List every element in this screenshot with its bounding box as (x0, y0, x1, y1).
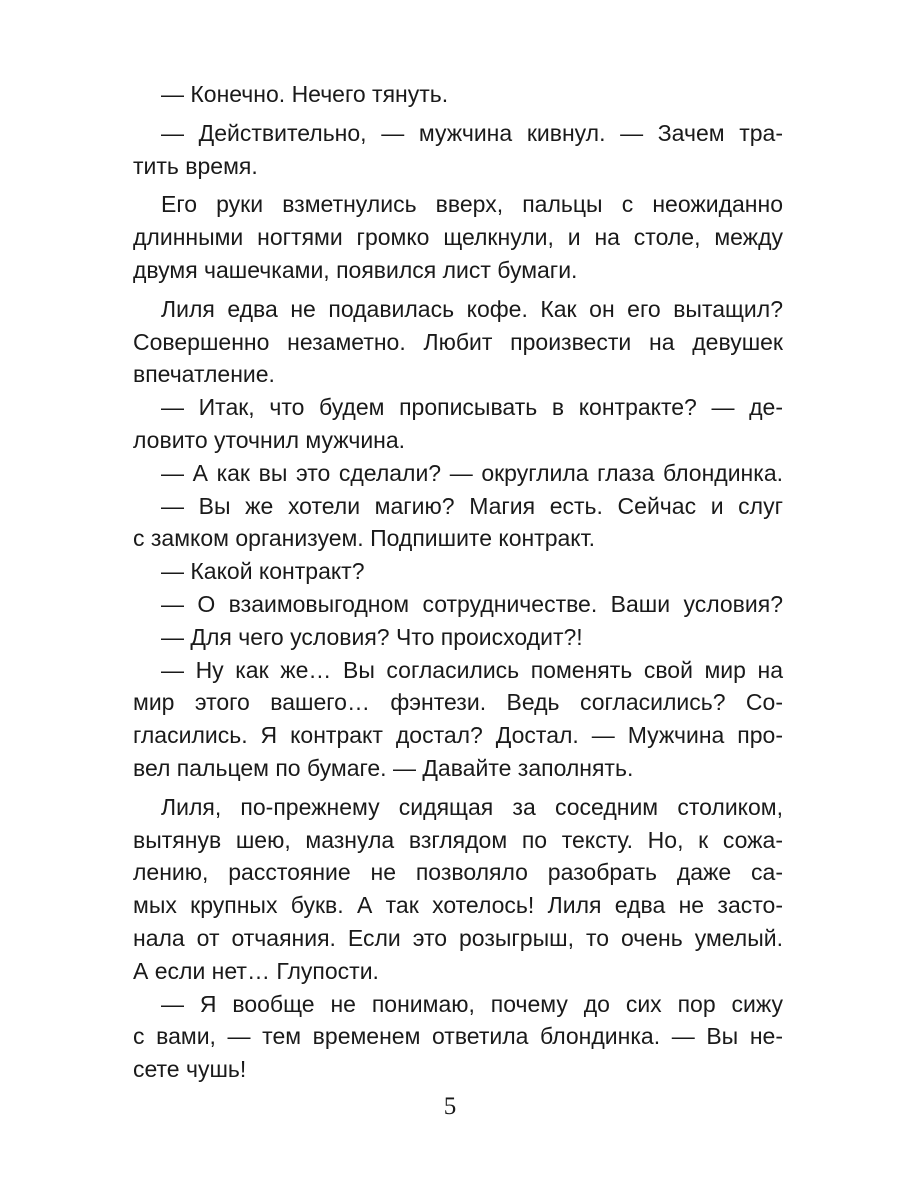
text-line: — Я вообще не понимаю, почему до сих пор сижу (161, 990, 783, 1017)
text-line: сете чушь! (133, 1056, 247, 1083)
text-line: мых крупных букв. А так хотелось! Лиля едва не засто- (133, 892, 783, 919)
text-line: с замком организуем. Подпишите контракт. (133, 525, 595, 552)
text-line: ловито уточнил мужчина. (133, 426, 406, 453)
text-line: с вами, — тем временем ответила блондинка. — Вы не- (133, 1023, 783, 1050)
text-line: — Какой контракт? (161, 558, 365, 585)
text-line: — Конечно. Нечего тянуть. (161, 81, 449, 107)
text-line: — А как вы это сделали? — округлила глаза блондинка. (161, 459, 783, 486)
text-line: — Итак, что будем прописывать в контракте? — де- (161, 394, 783, 421)
text-line: двумя чашечками, появился лист бумаги. (133, 256, 578, 283)
text-line: лению, расстояние не позволяло разобрать даже са- (133, 859, 783, 886)
text-line: А если нет… Глупости. (133, 957, 379, 984)
text-line: Совершенно незаметно. Любит произвести на девушек (133, 328, 783, 355)
text-line: — Вы же хотели магию? Магия есть. Сейчас и слуг (161, 492, 783, 519)
text-line: нала от отчаяния. Если это розыгрыш, то очень умелый. (133, 924, 783, 951)
text-line: — О взаимовыгодном сотрудничестве. Ваши условия? (161, 590, 783, 617)
text-line: Его руки взметнулись вверх, пальцы с неожиданно (161, 191, 783, 218)
text-line: — Ну как же… Вы согласились поменять свой мир на (161, 656, 783, 683)
text-line: мир этого вашего… фэнтези. Ведь согласились? Со- (133, 689, 783, 716)
text-line: — Действительно, — мужчина кивнул. — Зачем тра- (161, 119, 783, 146)
text-line: Лиля, по-прежнему сидящая за соседним столиком, (161, 793, 783, 820)
text-line: вытянув шею, мазнула взглядом по тексту. Но, к сожа- (133, 826, 783, 853)
page-number: 5 (443, 1093, 457, 1120)
text-line: тить время. (133, 152, 258, 179)
text-line: гласились. Я контракт достал? Достал. — Мужчина про- (133, 722, 783, 749)
text-line: впечатление. (133, 361, 275, 388)
text-line: Лиля едва не подавилась кофе. Как он его вытащил? (161, 295, 783, 322)
body-text (133, 78, 783, 1086)
text-line: вел пальцем по бумаге. — Давайте заполнять. (133, 754, 634, 781)
text-line: — Для чего условия? Что происходит?! (161, 623, 583, 650)
text-line: длинными ногтями громко щелкнули, и на столе, между (133, 224, 783, 251)
